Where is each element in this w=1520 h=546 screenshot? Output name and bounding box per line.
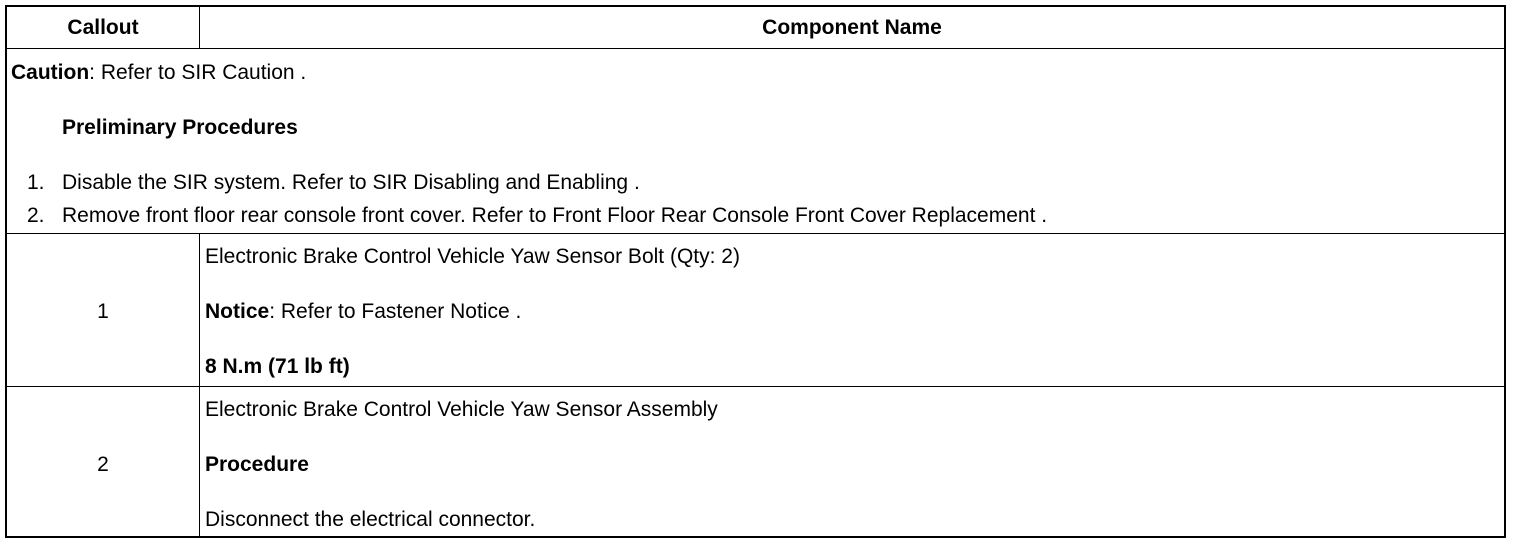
step-1-text: Disable the SIR system. Refer to SIR Disabling and Enabling . <box>62 171 640 194</box>
callout-number: 1 <box>97 300 109 323</box>
intro-block <box>7 49 1504 233</box>
notice-text: : Refer to Fastener Notice . <box>269 300 522 323</box>
procedure-text: Disconnect the electrical connector. <box>205 508 536 531</box>
step-number: 2. <box>27 204 45 227</box>
step-1 <box>27 171 45 195</box>
preliminary-procedures-title: Preliminary Procedures <box>62 116 298 139</box>
callout-column-header: Callout <box>67 16 139 39</box>
torque-spec: 8 N.m (71 lb ft) <box>205 355 350 378</box>
callout-number: 2 <box>97 453 109 476</box>
caution-text: : Refer to SIR Caution . <box>89 61 307 84</box>
step-2 <box>27 204 45 228</box>
step-number: 1. <box>27 171 45 194</box>
component-name: Electronic Brake Control Vehicle Yaw Sensor Assembly <box>205 398 718 421</box>
component-name-column-header: Component Name <box>762 16 942 39</box>
notice-line <box>205 300 521 324</box>
caution-label: Caution <box>11 61 90 84</box>
notice-label: Notice <box>205 300 270 323</box>
step-2-text: Remove front floor rear console front cover. Refer to Front Floor Rear Console Front Cover Replacement . <box>62 204 1048 227</box>
procedure-label: Procedure <box>205 453 309 476</box>
table-row <box>7 387 1504 538</box>
table-row <box>7 234 1504 386</box>
header-divider <box>199 7 200 48</box>
column-divider <box>199 234 200 386</box>
column-divider <box>199 387 200 538</box>
caution-line <box>11 61 306 85</box>
table-header <box>7 7 1504 48</box>
component-name: Electronic Brake Control Vehicle Yaw Sensor Bolt (Qty: 2) <box>205 245 740 268</box>
component-table <box>5 5 1506 538</box>
